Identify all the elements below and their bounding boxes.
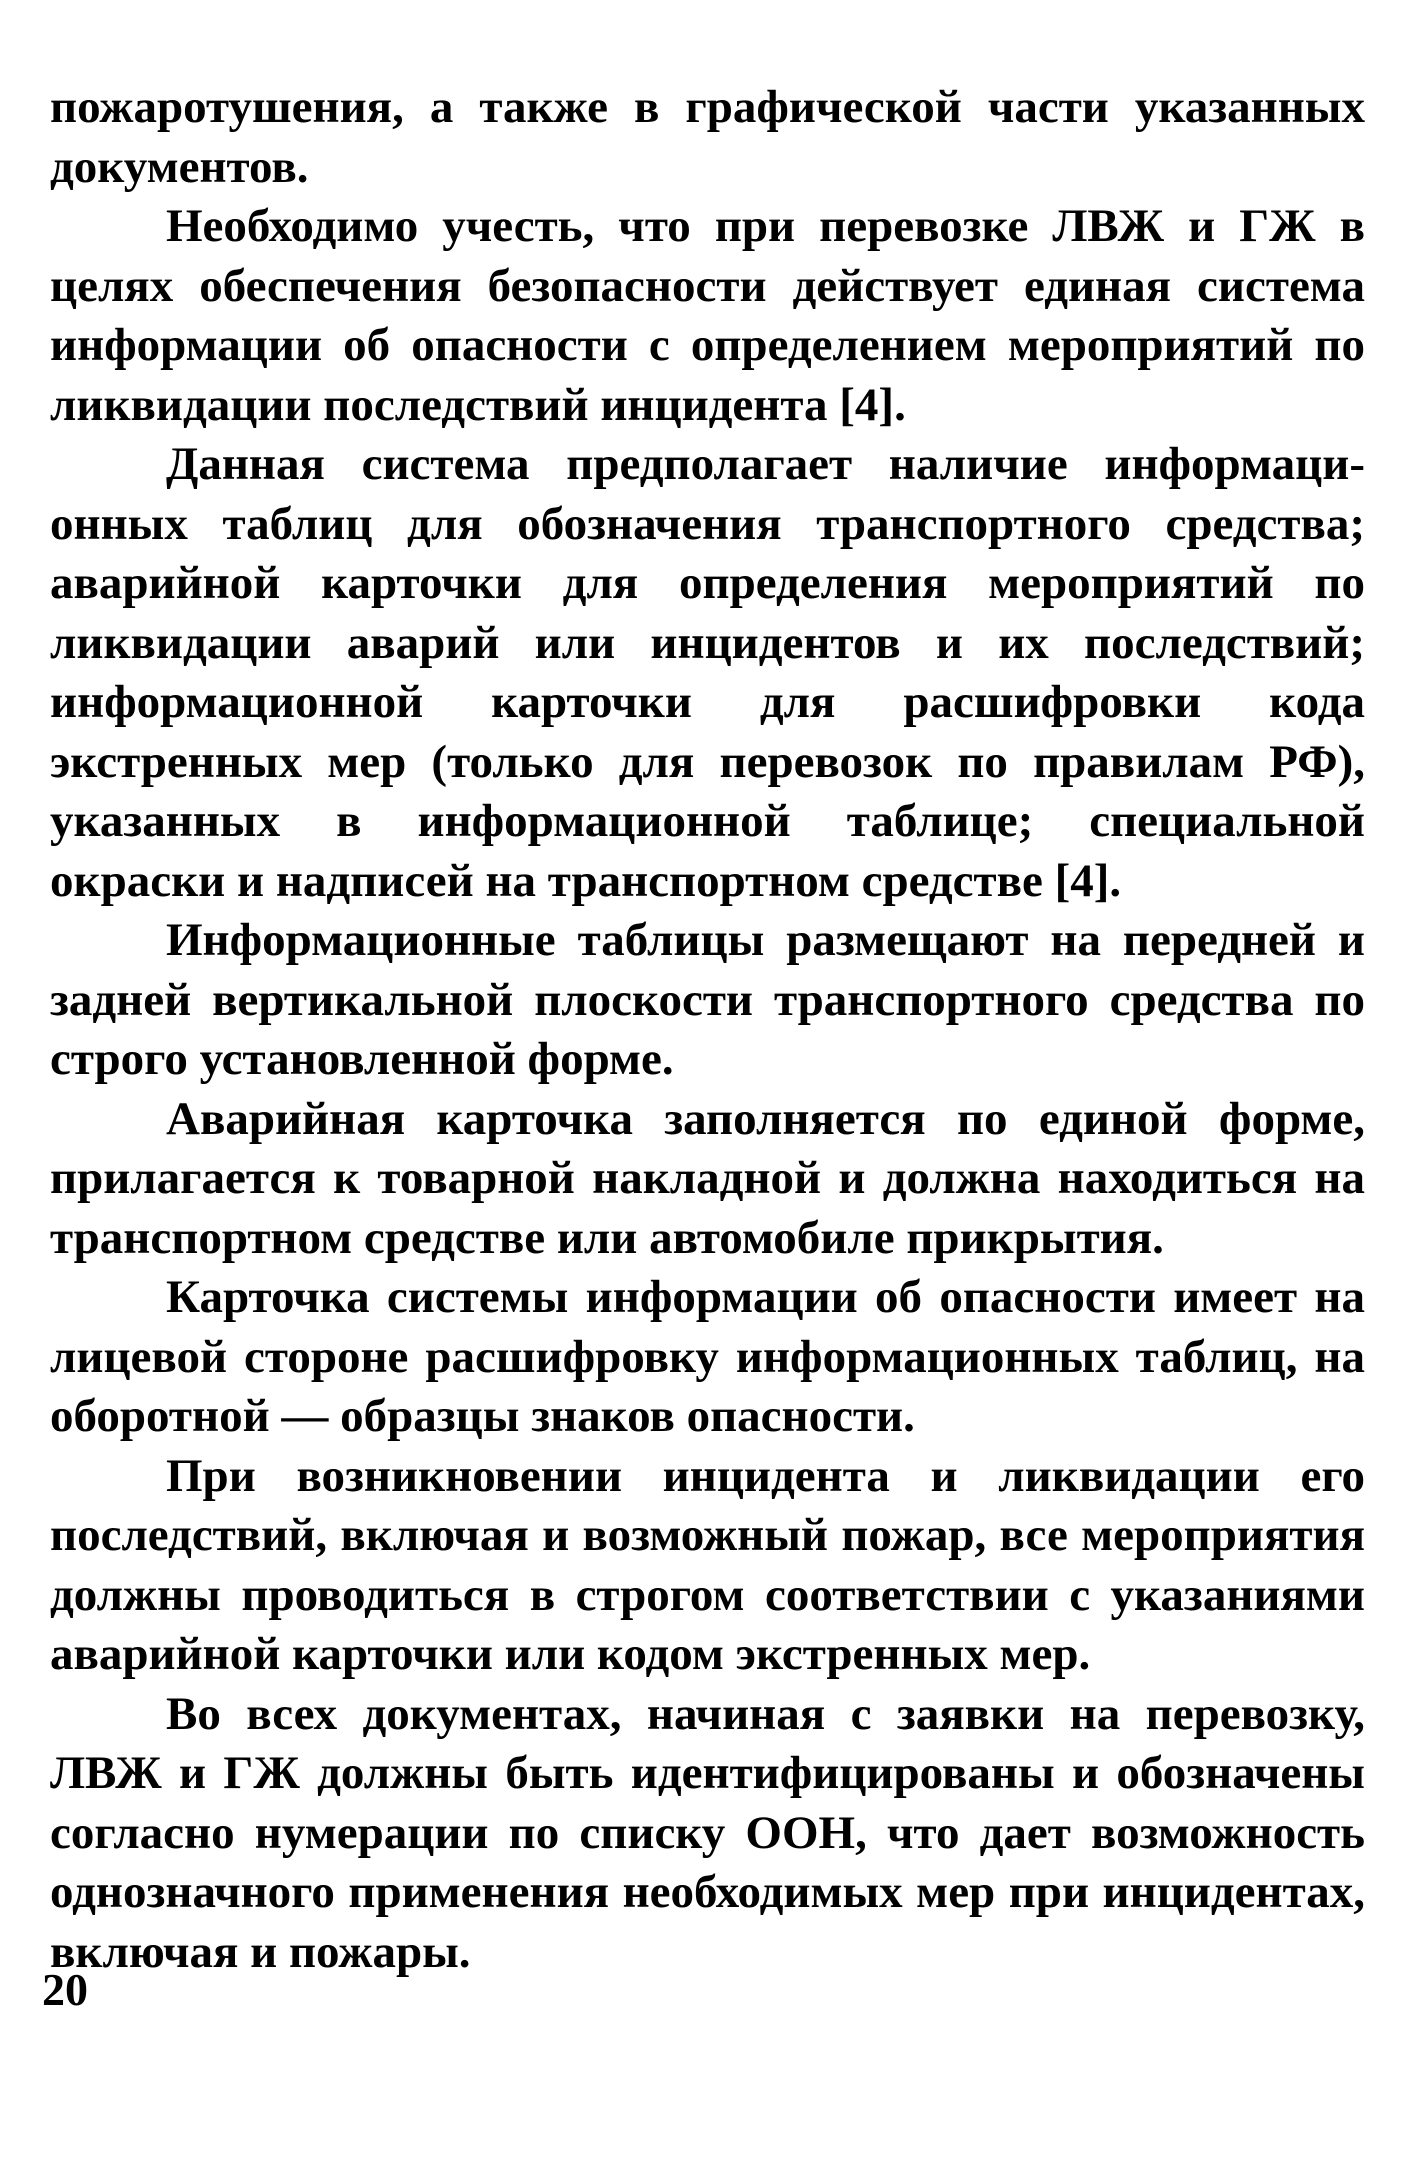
paragraph: Аварийная карточка заполняется по единой форме, прилагается к товарной накладной и должна находиться на транспортном средстве или автомобиле прикрытия. xyxy=(50,1092,1365,1264)
paragraph-continuation: пожаротушения, а также в графической части указанных документов. xyxy=(50,81,1365,193)
page-body xyxy=(50,78,1365,1982)
page-number: 20 xyxy=(42,1964,88,2015)
paragraph: Информационные таблицы размещают на передней и задней вертикальной плоскости транспортного средства по строго установленной форме. xyxy=(50,914,1365,1085)
paragraph: При возникновении инцидента и ликвидации его последствий, включая и возможный пожар, все мероприятия должны проводиться в строгом соответствии с указаниями аварийной карточки или кодом экстренных мер. xyxy=(50,1449,1365,1680)
paragraph: Данная система предполагает наличие информационных таблиц для обозначения транспортного средства; аварийной карточки для определения мероприятий по ликвидации аварий или инцидентов и их последствий; информационной карточки для расшифровки кода экстренных мер (только для перевозок по правилам РФ), указанных в информационной таблице; специальной окраски и надписей на транспортном средстве [4]. xyxy=(50,438,1365,907)
paragraph: Карточка системы информации об опасности имеет на лицевой стороне расшифровку информационных таблиц, на оборотной — образцы знаков опасности. xyxy=(50,1271,1365,1442)
paragraph: Необходимо учесть, что при перевозке ЛВЖ и ГЖ в целях обеспечения безопасности действует единая система информации об опасности с определением мероприятий по ликвидации последствий инцидента [4]. xyxy=(50,200,1365,431)
paragraph: Во всех документах, начиная с заявки на перевозку, ЛВЖ и ГЖ должны быть идентифицированы и обозначены согласно нумерации по списку ООН, что дает возможность однозначного применения необходимых мер при инцидентах, включая и пожары. xyxy=(50,1687,1365,1978)
